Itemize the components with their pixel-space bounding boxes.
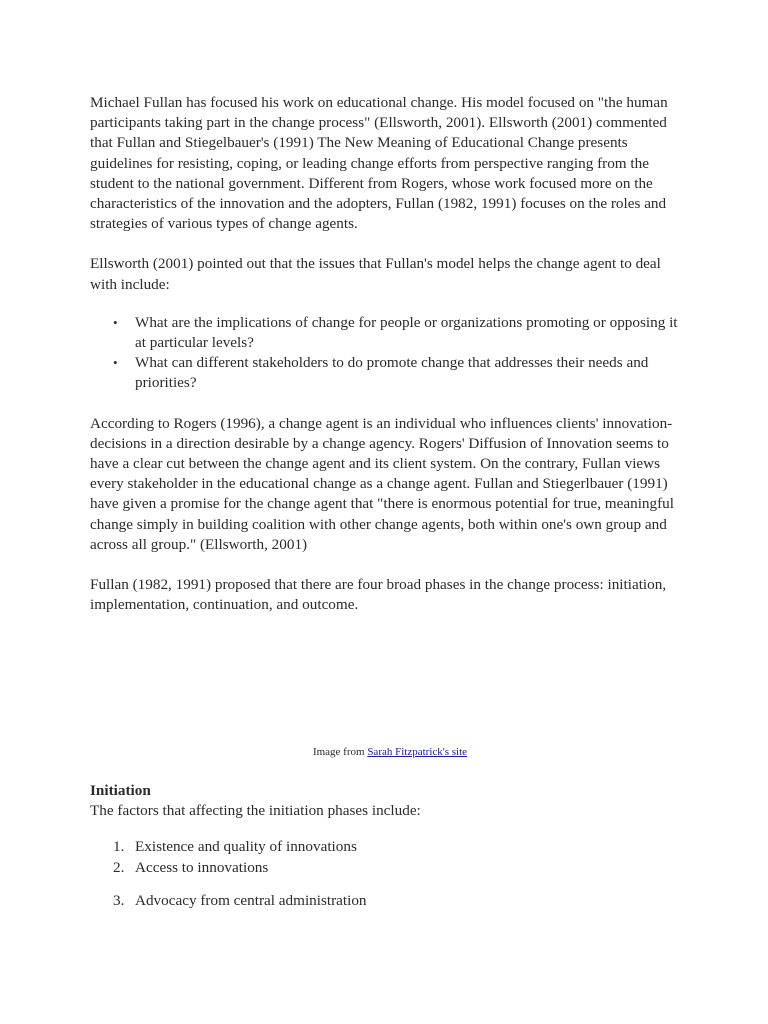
paragraph-change-agent: According to Rogers (1996), a change agent is an individual who influences clients' innovation-decisions in a direction desirable by a change agency. Rogers' Diffusion of Innovation seems to have a clear cut between the change agent and its client system. On the contrary, Fullan views every stakeholder in the educational change as a change agent. Fullan and Stiegerlbauer (1991) have given a promise for the change agent that "there is enormous potential for true, meaningful change simply in building coalition with other change agents, both within one's own group and across all group." (Ellsworth, 2001)	[90, 414, 674, 553]
list-item	[90, 890, 367, 911]
list-item-text: Access to innovations	[135, 859, 269, 876]
list-item	[90, 836, 367, 857]
list-item-text: Advocacy from central administration	[135, 892, 367, 909]
paragraph-fullan-model: Michael Fullan has focused his work on educational change. His model focused on "the human participants taking part in the change process" (Ellsworth, 2001). Ellsworth (2001) commented that Fullan and Stiegelbauer's (1991) The New Meaning of Educational Change presents guidelines for resisting, coping, or leading change efforts from perspective ranging from the student to the national government. Different from Rogers, whose work focused more on the characteristics of the innovation and the adopters, Fullan (1982, 1991) focuses on the roles and strategies of various types of change agents.	[90, 94, 668, 233]
list-item-text: What can different stakeholders to do promote change that addresses their needs and priorities?	[135, 354, 649, 392]
bullet-marker: •	[113, 355, 118, 371]
issues-bullet-list	[90, 313, 690, 394]
image-caption	[90, 745, 690, 759]
list-item-text: What are the implications of change for people or organizations promoting or opposing it at particular levels?	[135, 313, 678, 352]
list-item	[90, 857, 367, 878]
caption-prefix: Image from	[312, 746, 368, 758]
paragraph-issues-intro: Ellsworth (2001) pointed out that the issues that Fullan's model helps the change agent to deal with include:	[90, 255, 661, 293]
paragraph-four-phases: Fullan (1982, 1991) proposed that there are four broad phases in the change process: initiation, implementation, continuation, and outcome.	[90, 576, 667, 614]
bullet-marker: •	[113, 314, 118, 330]
list-item-number: 2.	[113, 859, 125, 876]
document-page	[90, 93, 690, 909]
initiation-intro-text: The factors that affecting the initiation phases include:	[90, 802, 421, 819]
list-item-text: Existence and quality of innovations	[135, 838, 357, 855]
section-heading-initiation: Initiation	[90, 782, 151, 799]
list-item-number: 3.	[113, 892, 125, 909]
list-item	[113, 353, 690, 393]
list-item	[113, 313, 690, 353]
source-site-link[interactable]: Sarah Fitzpatrick's site	[367, 746, 468, 758]
list-item-number: 1.	[113, 838, 125, 855]
initiation-factors-list	[90, 836, 367, 911]
